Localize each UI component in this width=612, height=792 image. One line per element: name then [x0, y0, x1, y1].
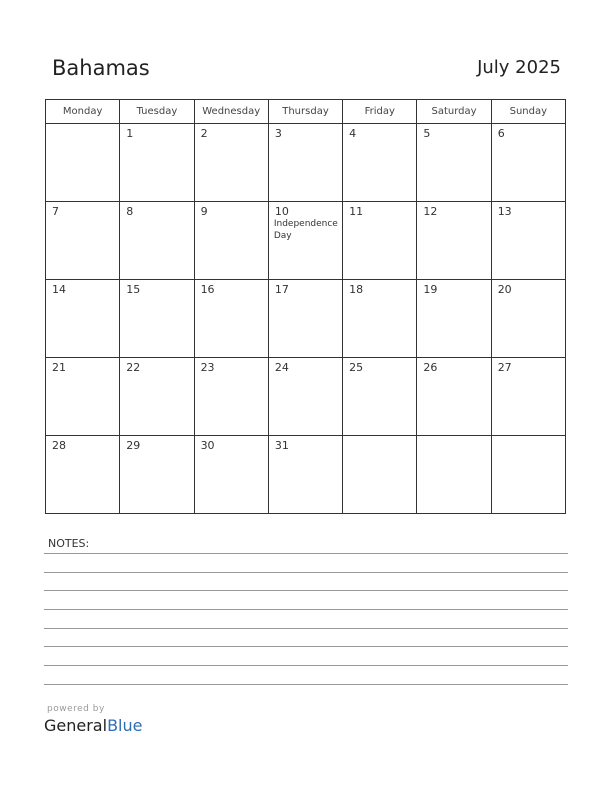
day-number: 31 — [274, 439, 289, 452]
brand-general: General — [44, 716, 108, 735]
brand-blue: Blue — [107, 716, 143, 735]
calendar-grid — [45, 99, 566, 514]
day-cell — [46, 202, 120, 280]
country-title: Bahamas — [52, 56, 150, 80]
weekday-header: Saturday — [417, 100, 491, 124]
weekday-header: Tuesday — [120, 100, 194, 124]
day-cell — [46, 436, 120, 514]
day-cell — [268, 202, 342, 280]
day-number: 7 — [52, 205, 59, 218]
day-number — [46, 124, 119, 127]
day-number: 13 — [497, 205, 512, 218]
day-number: 20 — [497, 283, 512, 296]
notes-label: NOTES: — [48, 537, 90, 550]
note-line — [44, 590, 568, 591]
holiday-label: Independence Day — [273, 219, 338, 241]
day-cell — [491, 358, 565, 436]
day-number — [492, 436, 565, 439]
day-number: 27 — [497, 361, 512, 374]
day-cell — [194, 124, 268, 202]
day-number: 30 — [200, 439, 215, 452]
day-number: 8 — [126, 205, 134, 218]
day-cell — [343, 358, 417, 436]
day-number: 22 — [126, 361, 141, 374]
day-cell — [120, 280, 194, 358]
day-number: 15 — [126, 283, 141, 296]
generalblue-logo[interactable] — [44, 716, 142, 735]
day-cell — [120, 124, 194, 202]
day-cell — [120, 436, 194, 514]
week-row — [46, 358, 566, 436]
day-cell — [417, 436, 491, 514]
note-line — [44, 553, 568, 554]
day-cell — [343, 280, 417, 358]
weekday-header: Wednesday — [194, 100, 268, 124]
day-cell — [46, 124, 120, 202]
weekday-header: Monday — [46, 100, 120, 124]
note-line — [44, 646, 568, 647]
note-line — [44, 665, 568, 666]
month-title: July 2025 — [477, 57, 561, 78]
weekday-header: Sunday — [491, 100, 565, 124]
day-cell — [194, 280, 268, 358]
day-number: 6 — [497, 127, 505, 140]
day-number: 28 — [52, 439, 66, 452]
day-number: 1 — [126, 127, 134, 140]
day-number: 3 — [274, 127, 282, 140]
weekday-header-row — [46, 100, 566, 124]
day-cell — [491, 280, 565, 358]
day-number: 9 — [200, 205, 208, 218]
day-cell — [120, 202, 194, 280]
day-cell — [491, 436, 565, 514]
day-number: 17 — [274, 283, 289, 296]
week-row — [46, 280, 566, 358]
day-number: 4 — [349, 127, 357, 140]
day-cell — [46, 358, 120, 436]
day-cell — [194, 202, 268, 280]
day-number: 21 — [52, 361, 66, 374]
weekday-header: Friday — [343, 100, 417, 124]
day-cell — [268, 436, 342, 514]
weekday-header: Thursday — [268, 100, 342, 124]
day-cell — [194, 436, 268, 514]
day-cell — [268, 358, 342, 436]
day-cell — [268, 280, 342, 358]
day-cell — [417, 202, 491, 280]
day-cell — [417, 358, 491, 436]
note-line — [44, 609, 568, 610]
day-cell — [46, 280, 120, 358]
day-cell — [194, 358, 268, 436]
day-number: 16 — [200, 283, 215, 296]
day-number: 12 — [423, 205, 438, 218]
week-row — [46, 202, 566, 280]
day-cell — [417, 280, 491, 358]
week-row — [46, 124, 566, 202]
note-line — [44, 628, 568, 629]
day-cell — [491, 124, 565, 202]
day-number: 11 — [349, 205, 364, 218]
day-cell — [268, 124, 342, 202]
note-line — [44, 572, 568, 573]
day-cell — [343, 124, 417, 202]
note-line — [44, 684, 568, 685]
day-cell — [120, 358, 194, 436]
day-cell — [343, 436, 417, 514]
day-number: 18 — [349, 283, 364, 296]
day-number: 10 — [274, 205, 289, 218]
day-number: 23 — [200, 361, 215, 374]
day-number: 2 — [200, 127, 208, 140]
powered-by-text: powered by — [47, 704, 105, 714]
day-number: 5 — [423, 127, 431, 140]
day-number: 14 — [52, 283, 66, 296]
day-number: 29 — [126, 439, 141, 452]
day-cell — [491, 202, 565, 280]
day-number — [417, 436, 490, 439]
day-number: 26 — [423, 361, 438, 374]
day-cell — [417, 124, 491, 202]
day-number: 24 — [274, 361, 289, 374]
day-number — [343, 436, 416, 439]
day-number: 19 — [423, 283, 438, 296]
day-number: 25 — [349, 361, 364, 374]
week-row — [46, 436, 566, 514]
day-cell — [343, 202, 417, 280]
